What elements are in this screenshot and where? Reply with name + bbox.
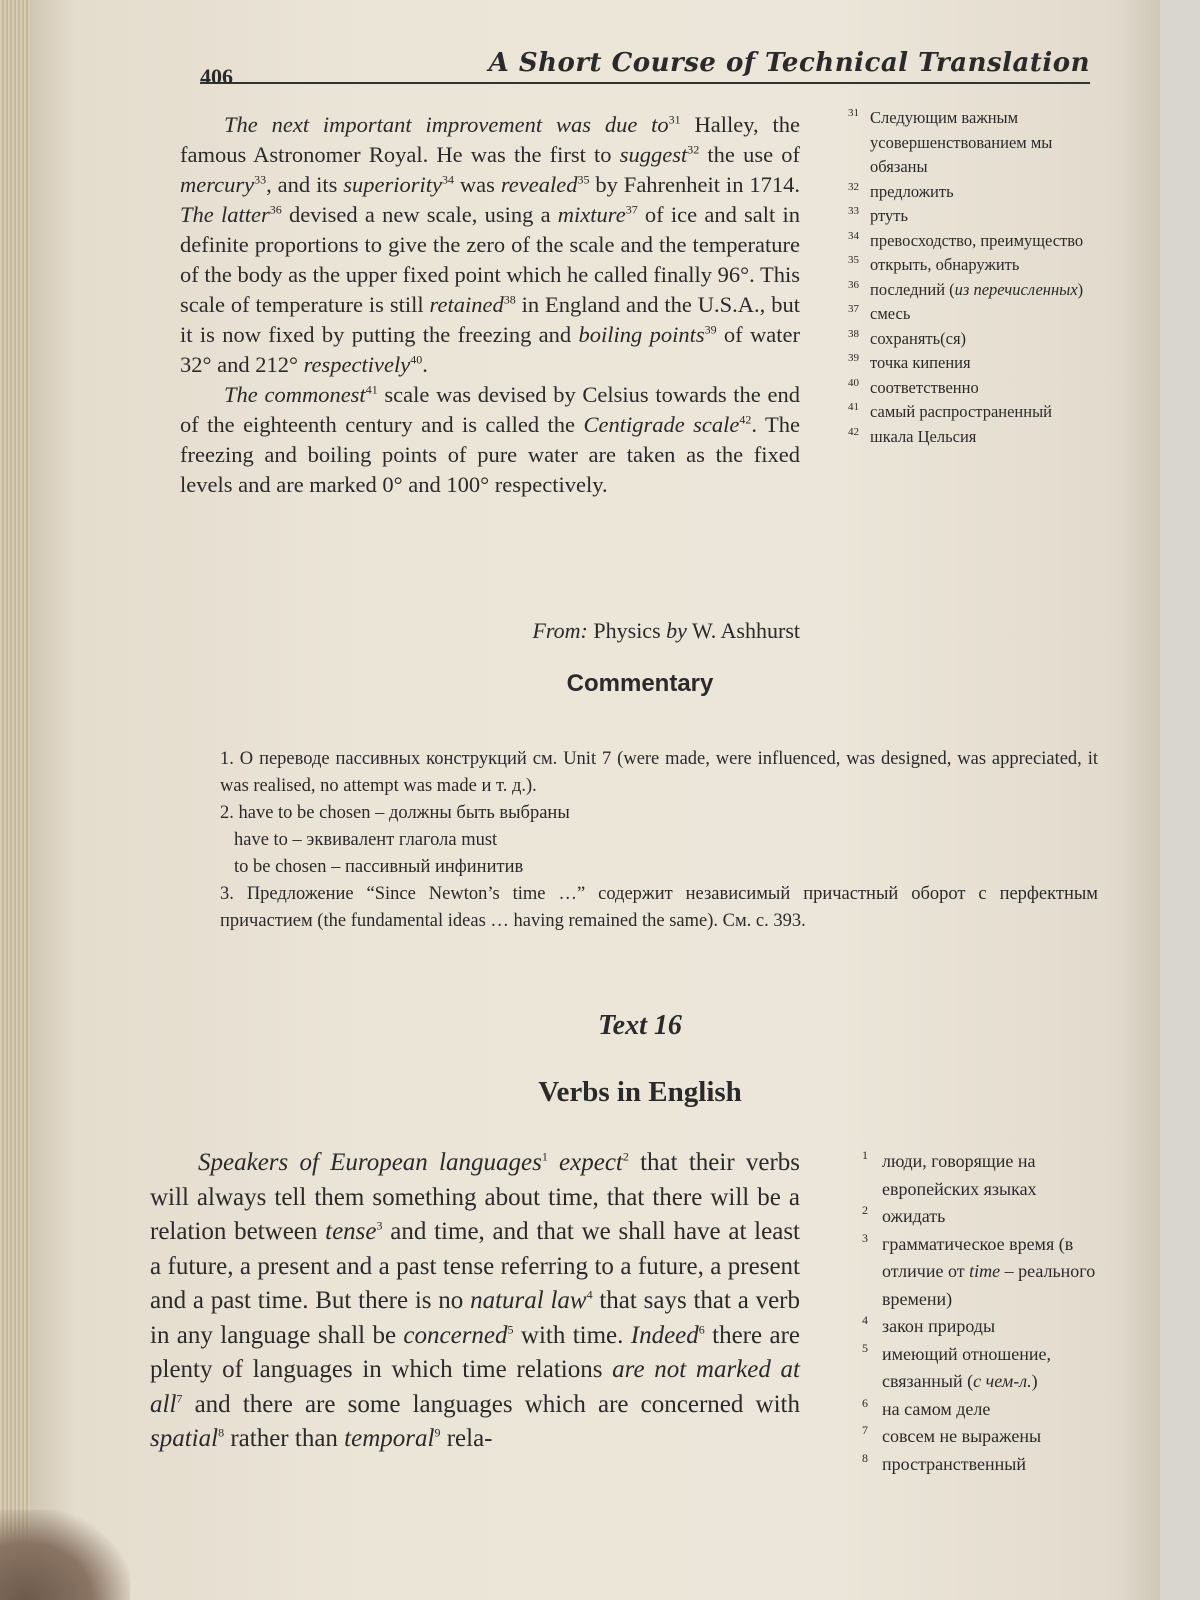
text-run: rela- [440,1425,493,1452]
text-run: сохранять(ся) [870,328,967,348]
commentary-item: have to – эквивалент глагола must [234,830,498,850]
italic-term: из перечисленных [954,279,1078,299]
commentary-item: 1. О переводе пассивных конструкций см. Unit 7 (were made, were influenced, was designed, was appreciated, it was realised, no attempt was made и т. д.). [220,749,1098,796]
glossary-number: 34 [848,229,859,242]
glossary-number: 31 [848,107,859,119]
glossary-translation [870,182,954,201]
page-number: 406 [200,64,233,89]
glossary-translation [870,304,910,323]
source-citation [400,618,800,644]
text-run: the use of [699,142,800,167]
footnote-ref: 4 [586,1287,593,1302]
text-run: ) [1077,279,1084,299]
footnote-ref: 3 [376,1218,383,1233]
glossary-entry [862,1148,1102,1203]
glossary-number: 37 [848,303,859,315]
footnote-ref: 1 [541,1149,548,1164]
commentary-list [168,746,1098,935]
italic-term: revealed [500,172,578,197]
text-run: открыть, обнаружить [870,255,1020,274]
text-run: совсем не выражены [882,1426,1042,1446]
glossary-translation [870,231,1083,250]
footnote-ref: 31 [668,112,681,127]
italic-term: mercury [180,172,255,197]
glossary-number: 2 [862,1203,868,1217]
glossary-number: 5 [862,1340,868,1355]
footnote-ref: 38 [503,292,516,307]
glossary-entry [862,1341,1102,1396]
glossary-translation [882,1344,1051,1392]
footnote-ref: 33 [254,172,267,187]
text-run: Halley, the famous Astronomer Royal. He was the first to [180,112,800,167]
italic-term: suggest [619,142,688,167]
glossary-1 [848,106,1100,449]
passage-2 [150,1146,800,1457]
text-run: ожидать [882,1206,946,1226]
text-run: in England and the U.S.A., but it is now fixed by putting the freezing and [180,292,800,347]
italic-term: expect [559,1149,623,1176]
text-run: Следующим важным усовершенствованием мы обязаны [870,108,1053,176]
footnote-ref: 8 [218,1425,225,1440]
glossary-translation [870,108,1052,176]
glossary-entry [862,1231,1102,1314]
glossary-entry [848,204,1100,229]
glossary-translation [882,1426,1041,1446]
text-run: of water 32° and 212° [180,322,800,377]
italic-term: natural law [470,1287,587,1314]
text-run: – реального времени) [882,1261,1096,1309]
glossary-number: 36 [848,278,859,291]
italic-term: Indeed [630,1321,699,1349]
italic-term: by [666,618,687,643]
text-run: , and its [266,172,344,197]
text-run [548,1149,559,1176]
glossary-translation [882,1454,1026,1474]
glossary-number: 8 [862,1450,868,1465]
italic-term: superiority [343,172,443,197]
text-run: соответственно [870,377,979,397]
glossary-number: 39 [848,352,859,364]
italic-term: are not marked at all [150,1356,801,1418]
italic-term: tense [325,1218,377,1245]
text-run: точка кипения [870,353,971,372]
italic-term: From: [532,618,588,643]
text-run: Physics [587,618,667,643]
thumb-shadow [0,1510,130,1600]
commentary-item: to be chosen – пассивный инфинитив [234,857,524,877]
glossary-translation [870,280,1083,299]
glossary-entry [848,351,1100,376]
glossary-number: 6 [862,1395,868,1410]
glossary-number: 4 [862,1313,868,1327]
text-run: there are plenty of languages in which time relations [150,1321,800,1383]
glossary-entry [848,302,1100,327]
text-run: пространственный [882,1453,1027,1474]
text-run: scale was devised by Celsius towards the end of the eighteenth century and is called the [180,382,800,437]
italic-term: с чем-л. [973,1371,1032,1391]
text-title: Verbs in English [538,1076,742,1108]
glossary-translation [870,206,908,225]
footnote-ref: 37 [625,202,638,217]
text-run: rather than [224,1425,345,1452]
text-run: люди, говорящие на европейских языках [882,1151,1037,1199]
footnote-ref: 6 [698,1322,705,1337]
glossary-entry [848,327,1100,352]
glossary-entry [848,253,1100,278]
text-run: предложить [870,181,954,201]
glossary-translation [870,255,1019,274]
glossary-entry [848,376,1100,401]
text-run: грамматическое время (в отличие от [882,1233,1074,1281]
footnote-ref: 41 [365,382,378,397]
glossary-translation [870,378,979,397]
text-run: W. Ashhurst [686,618,800,643]
glossary-entry [848,180,1100,205]
text-run: ртуть [870,206,909,225]
glossary-number: 38 [848,327,859,340]
text-run: на самом деле [882,1398,991,1419]
glossary-translation [882,1399,990,1419]
text-number: Text 16 [598,1010,682,1041]
glossary-entry [848,400,1100,425]
page-gutter [1160,0,1200,1600]
passage-2-paragraph [150,1146,800,1457]
commentary-item: 3. Предложение “Since Newton’s time …” содержит независимый причастный оборот с перфектным причастием (the fundamental ideas … having remained the same). См. с. 393. [220,884,1098,931]
running-title: A Short Course of Technical Translation [488,48,1090,78]
glossary-translation [870,353,971,372]
glossary-number: 40 [848,376,859,389]
text-run: and time, and that we shall have at least a future, a present and a past tense referring to a future, a present and a past time. But there is no [150,1218,800,1314]
passage-1-paragraph [180,380,800,500]
italic-term: respectively [303,352,411,377]
text-run: ) [1031,1371,1038,1391]
glossary-number: 32 [848,180,859,193]
glossary-entry [862,1396,1102,1424]
passage-1 [180,110,800,500]
glossary-entry [862,1423,1102,1451]
italic-term: boiling points [578,322,705,347]
footnote-ref: 2 [622,1149,629,1164]
text-run: with time. [513,1321,631,1349]
italic-term: The next important improvement was due to [224,112,669,137]
text-run: самый распространенный [870,402,1053,421]
footnote-ref: 40 [410,352,423,367]
glossary-translation [870,402,1052,421]
glossary-entry [848,106,1100,180]
italic-term: Centigrade scale [583,412,740,437]
italic-term: The latter [180,202,270,227]
glossary-number: 7 [862,1423,868,1437]
text-run: of ice and salt in definite proportions to give the zero of the scale and the temperature of the body as the upper fixed point which he called finally 96°. This scale of temperature is still [180,202,800,317]
glossary-entry [848,229,1100,254]
footnote-ref: 39 [704,322,717,337]
glossary-entry [862,1451,1102,1479]
text-run: . The freezing and boiling points of pure water are taken as the fixed levels and are marked 0° and 100° respectively. [180,412,800,497]
glossary-number: 42 [848,425,859,438]
text-run: смесь [870,304,911,323]
italic-term: concerned [403,1321,508,1349]
footnote-ref: 5 [507,1322,514,1337]
italic-term: Speakers of European languages [198,1149,542,1176]
text-run: имеющий отношение, связанный ( [882,1343,1051,1391]
glossary-2 [862,1148,1102,1478]
italic-term: The commonest [224,382,366,407]
glossary-number: 35 [848,254,859,266]
footnote-ref: 34 [442,172,455,187]
glossary-translation [870,427,976,446]
running-header [200,48,1090,89]
glossary-number: 41 [848,401,859,413]
text-run: that says that a verb in any language shall be [150,1287,800,1349]
text-run: and there are some languages which are concerned with [182,1390,800,1418]
text-run: was [454,172,501,197]
footnote-ref: 35 [577,172,590,187]
glossary-translation [882,1206,945,1226]
glossary-translation [870,329,966,348]
glossary-entry [848,278,1100,303]
text-run: by Fahrenheit in 1714. [589,172,800,197]
text-run: закон природы [882,1316,996,1336]
text-run: последний ( [870,279,955,299]
glossary-entry [862,1313,1102,1341]
glossary-entry [862,1203,1102,1231]
glossary-number: 1 [862,1148,868,1162]
commentary-item: 2. have to be chosen – должны быть выбраны [220,803,570,823]
italic-term: time [969,1261,1001,1281]
footnote-ref: 36 [269,202,282,217]
footnote-ref: 32 [687,142,700,157]
text-run: шкала Цельсия [870,426,977,446]
passage-1-paragraph [180,110,800,380]
text-run: devised a new scale, using a [281,202,558,227]
italic-term: mixture [557,202,626,227]
italic-term: spatial [150,1425,219,1452]
glossary-entry [848,425,1100,450]
footnote-ref: 42 [739,412,752,427]
text-run: that their verbs will always tell them something about time, that there will be a relation between [150,1149,801,1245]
commentary-heading: Commentary [566,670,714,697]
glossary-number: 33 [848,205,859,217]
italic-term: retained [429,292,504,317]
glossary-translation [882,1316,995,1336]
glossary-number: 3 [862,1230,868,1245]
footnote-ref: 7 [176,1391,183,1406]
glossary-translation [882,1151,1037,1199]
text-run: превосходство, преимущество [870,230,1084,250]
glossary-translation [882,1234,1095,1309]
footnote-ref: 9 [434,1425,441,1440]
italic-term: temporal [344,1425,435,1452]
text-run: . [422,352,428,377]
